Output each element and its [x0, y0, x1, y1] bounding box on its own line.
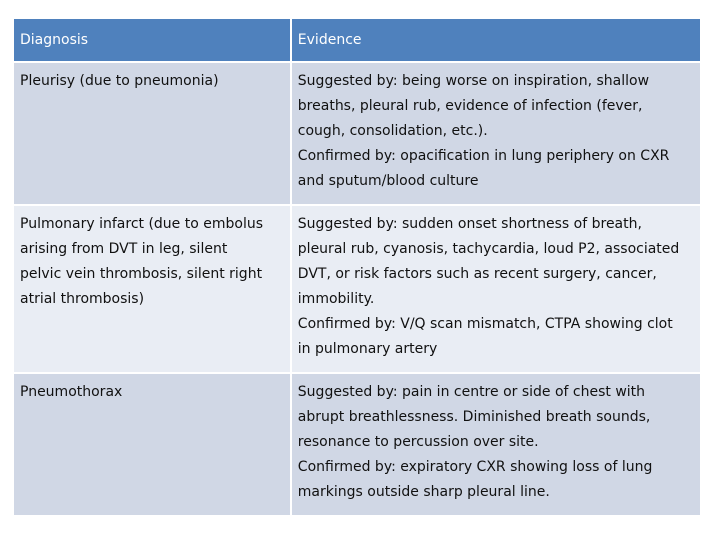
- diagnosis-line: Pneumothorax: [20, 384, 123, 400]
- table-row: [14, 374, 700, 517]
- evidence-cell: [290, 63, 700, 206]
- evidence-line: in pulmonary artery: [297, 341, 438, 357]
- evidence-line: pleural rub, cyanosis, tachycardia, loud P2, associated: [297, 241, 680, 257]
- diagnosis-table: [14, 19, 700, 517]
- diagnosis-line: Pulmonary infarct (due to embolus: [20, 216, 264, 232]
- diagnosis-cell: [14, 374, 290, 517]
- table-row: [14, 63, 700, 206]
- evidence-line: Confirmed by: V/Q scan mismatch, CTPA showing clot: [297, 316, 673, 332]
- evidence-line: Suggested by: being worse on inspiration, shallow: [297, 73, 650, 89]
- evidence-line: and sputum/blood culture: [297, 173, 479, 189]
- evidence-line: Confirmed by: opacification in lung periphery on CXR: [297, 148, 670, 164]
- diagnosis-cell: [14, 206, 290, 374]
- evidence-cell: [290, 374, 700, 517]
- header-evidence: Evidence: [290, 19, 700, 63]
- evidence-line: markings outside sharp pleural line.: [297, 484, 550, 500]
- diagnosis-cell: [14, 63, 290, 206]
- diagnosis-line: arising from DVT in leg, silent: [20, 241, 228, 257]
- table-row: [14, 206, 700, 374]
- diagnosis-line: Pleurisy (due to pneumonia): [20, 73, 219, 89]
- evidence-line: Suggested by: pain in centre or side of chest with: [297, 384, 646, 400]
- evidence-line: resonance to percussion over site.: [297, 434, 539, 450]
- evidence-line: Confirmed by: expiratory CXR showing loss of lung: [297, 459, 653, 475]
- table-header-row: [14, 19, 700, 63]
- header-diagnosis: Diagnosis: [14, 19, 290, 63]
- evidence-line: DVT, or risk factors such as recent surgery, cancer,: [297, 266, 657, 282]
- evidence-line: Suggested by: sudden onset shortness of breath,: [297, 216, 642, 232]
- evidence-line: abrupt breathlessness. Diminished breath sounds,: [297, 409, 651, 425]
- evidence-line: cough, consolidation, etc.).: [297, 123, 488, 139]
- diagnosis-line: pelvic vein thrombosis, silent right: [20, 266, 263, 282]
- evidence-cell: [290, 206, 700, 374]
- evidence-line: breaths, pleural rub, evidence of infection (fever,: [297, 98, 643, 114]
- evidence-line: immobility.: [297, 291, 375, 307]
- diagnosis-line: atrial thrombosis): [20, 291, 145, 307]
